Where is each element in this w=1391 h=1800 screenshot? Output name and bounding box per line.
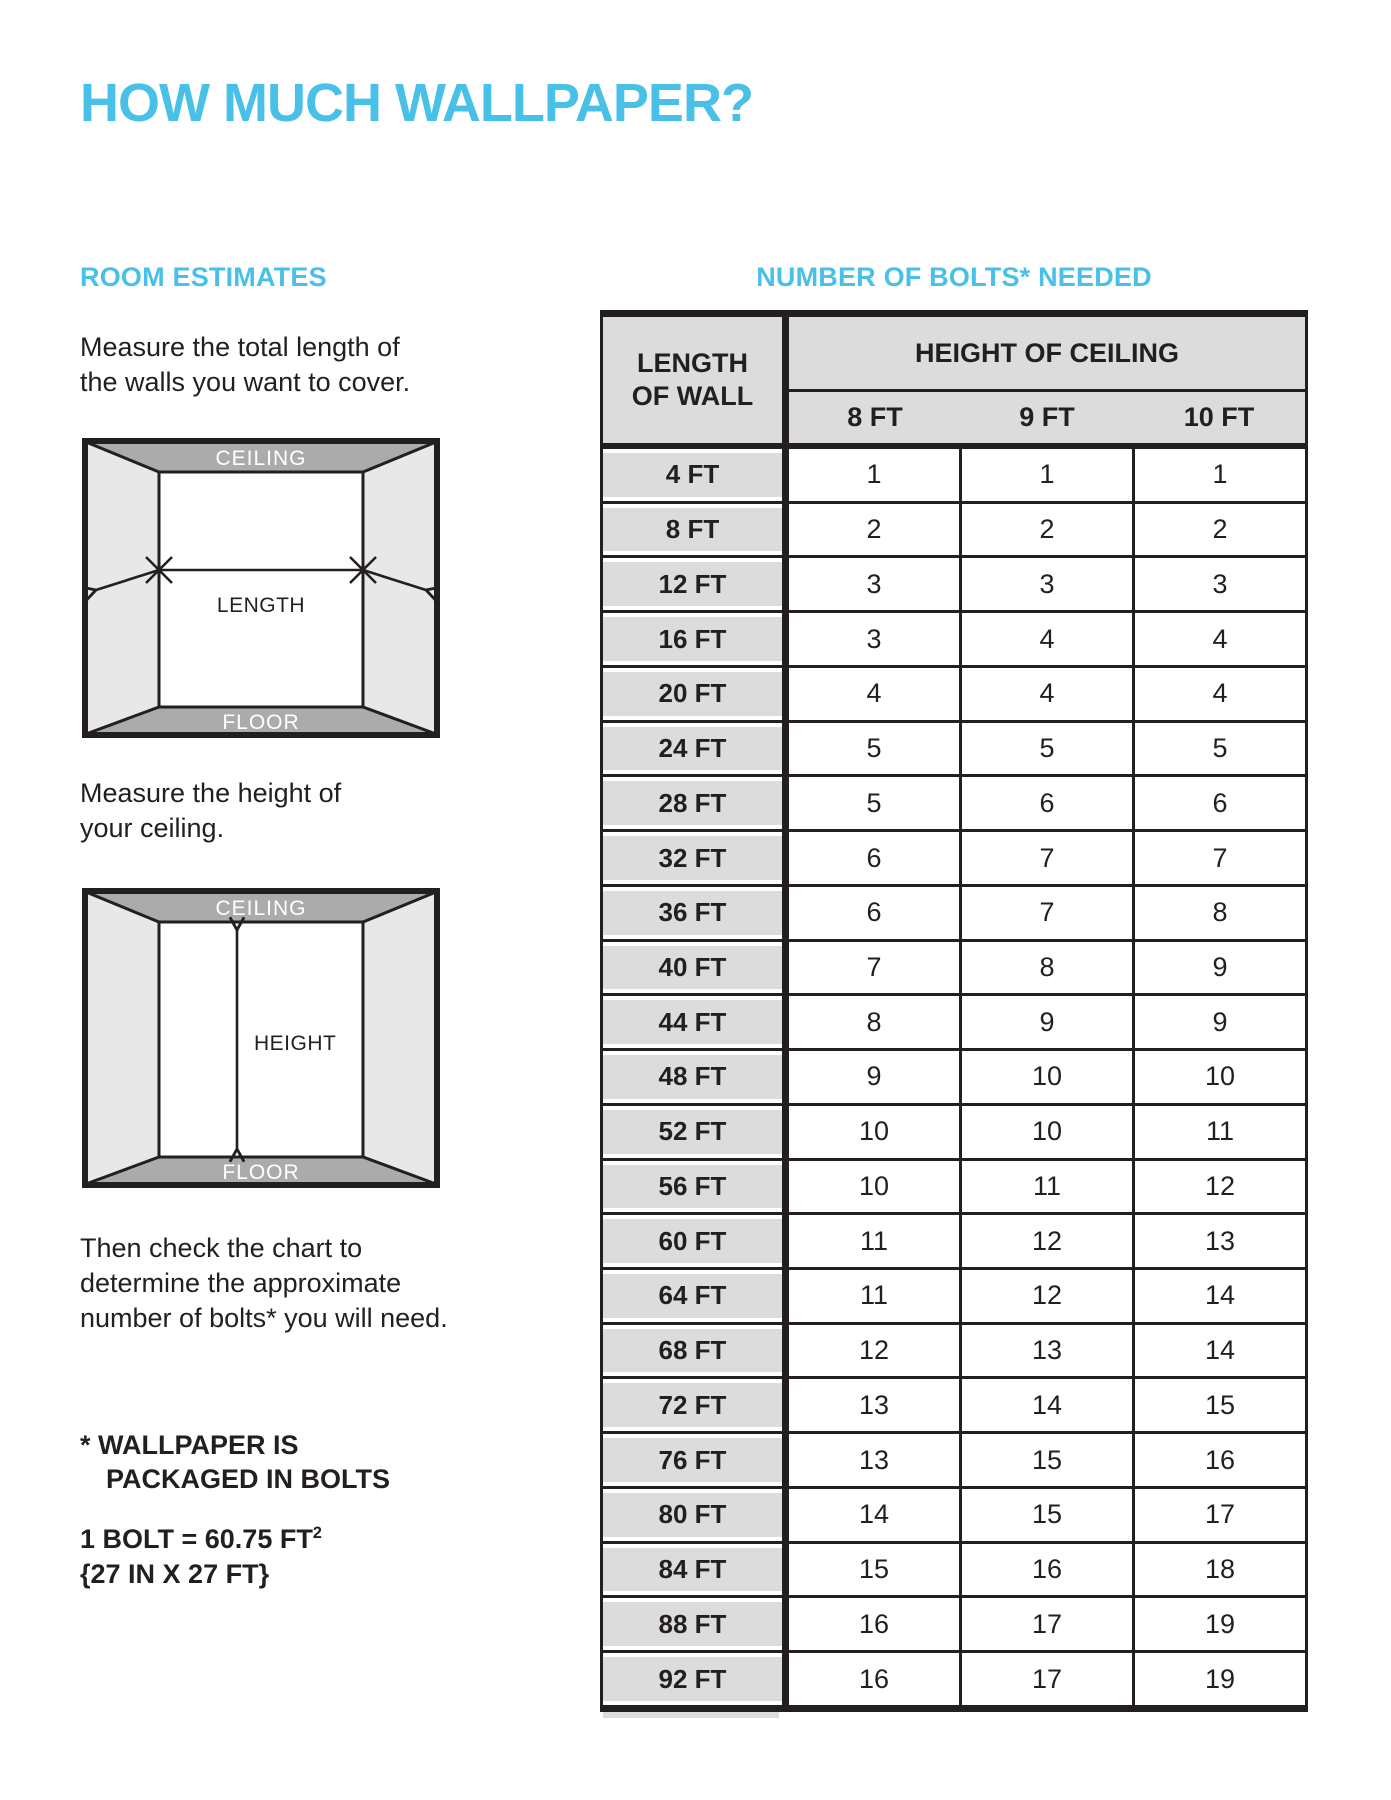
table-row	[603, 665, 1305, 720]
bolt-count-cell: 12	[789, 1325, 962, 1377]
bolt-count-cell: 4	[1212, 623, 1228, 654]
length-label: LENGTH	[216, 594, 306, 617]
wall-length-label: 80 FT	[603, 1489, 789, 1541]
bolt-count-cell: 9	[962, 996, 1135, 1048]
wall-length-label: 56 FT	[603, 1161, 789, 1213]
instruction-line: number of bolts* you will need.	[80, 1303, 448, 1333]
back-wall	[159, 472, 363, 707]
bolt-count-cell: 6	[789, 887, 962, 939]
table-row	[603, 1376, 1305, 1431]
bolt-count-cell: 5	[1212, 733, 1228, 764]
subheader-9ft: 9 FT	[1019, 402, 1075, 432]
bolt-count-cell: 16	[789, 1653, 962, 1705]
bolt-count-cell: 9	[1212, 951, 1228, 982]
bolt-definition	[80, 1516, 322, 1592]
bolt-count-cell: 15	[962, 1434, 1135, 1486]
bolt-count-cell: 15	[962, 1489, 1135, 1541]
bolt-count-cell: 1	[789, 449, 962, 501]
bolt-count-cell: 8	[1212, 897, 1228, 928]
bolt-count-cell: 15	[789, 1544, 962, 1596]
subheader-8ft: 8 FT	[847, 402, 903, 432]
bolt-count-cell: 6	[789, 832, 962, 884]
bolt-count-cell: 2	[1212, 514, 1228, 545]
bolt-count-cell: 3	[1212, 568, 1228, 599]
instruction-line: Measure the height of	[80, 778, 342, 808]
bolt-count-cell: 6	[1212, 787, 1228, 818]
bolt-count-cell: 19	[1204, 1663, 1236, 1694]
table-header	[603, 317, 1305, 449]
height-label: HEIGHT	[254, 1032, 337, 1055]
bolt-count-cell: 8	[962, 942, 1135, 994]
bolt-count-cell: 14	[1204, 1335, 1236, 1366]
bolt-count-cell: 10	[789, 1161, 962, 1213]
table-row	[603, 449, 1305, 501]
table-row	[603, 1322, 1305, 1377]
wall-length-label: 44 FT	[603, 996, 789, 1048]
bolt-count-cell: 12	[962, 1270, 1135, 1322]
bolt-count-cell: 9	[1212, 1006, 1228, 1037]
table-row	[603, 774, 1305, 829]
table-row	[603, 1595, 1305, 1650]
wall-length-label: 8 FT	[603, 504, 789, 556]
wall-length-label: 76 FT	[603, 1434, 789, 1486]
instruction-line: determine the approximate	[80, 1268, 402, 1298]
table-row	[603, 610, 1305, 665]
bolt-count-cell: 3	[789, 613, 962, 665]
measure-length-instruction	[80, 330, 410, 400]
bolt-count-cell: 3	[962, 558, 1135, 610]
wallpaper-footnote	[80, 1428, 390, 1496]
bolt-count-cell: 12	[962, 1215, 1135, 1267]
bolt-count-cell: 10	[789, 1106, 962, 1158]
bolt-count-cell: 17	[962, 1653, 1135, 1705]
bolt-count-cell: 3	[789, 558, 962, 610]
header-line: OF WALL	[631, 381, 754, 411]
table-row	[603, 555, 1305, 610]
floor-label: FLOOR	[222, 1161, 300, 1184]
table-row	[603, 1541, 1305, 1596]
table-row	[603, 1048, 1305, 1103]
bolt-count-cell: 7	[1212, 842, 1228, 873]
subheader-10ft: 10 FT	[1183, 402, 1255, 432]
bolt-count-cell: 14	[1204, 1280, 1236, 1311]
check-chart-instruction	[80, 1231, 448, 1336]
table-row	[603, 1103, 1305, 1158]
bolt-count-cell: 13	[1204, 1225, 1236, 1256]
table-row	[603, 939, 1305, 994]
bolt-count-cell: 1	[962, 449, 1135, 501]
bolt-count-cell: 13	[789, 1379, 962, 1431]
bolt-count-cell: 17	[1204, 1499, 1236, 1530]
table-row	[603, 829, 1305, 884]
bolt-count-cell: 5	[962, 723, 1135, 775]
wall-length-label: 52 FT	[603, 1106, 789, 1158]
table-rows	[603, 449, 1305, 1705]
bolt-count-cell: 15	[1204, 1389, 1236, 1420]
wall-length-label: 36 FT	[603, 887, 789, 939]
bolt-count-cell: 11	[962, 1161, 1135, 1213]
footnote-line: PACKAGED IN BOLTS	[106, 1464, 391, 1494]
table-row	[603, 720, 1305, 775]
bolt-count-cell: 13	[962, 1325, 1135, 1377]
bolt-count-cell: 7	[962, 887, 1135, 939]
bolt-count-cell: 7	[962, 832, 1135, 884]
wall-length-label: 68 FT	[603, 1325, 789, 1377]
header-line: LENGTH	[637, 348, 748, 378]
bolt-count-cell: 11	[789, 1215, 962, 1267]
ceiling-height-subheaders	[789, 392, 1305, 443]
bolt-count-cell: 11	[1205, 1116, 1235, 1147]
bolt-count-cell: 18	[1204, 1554, 1236, 1585]
bolts-table	[600, 310, 1308, 1712]
table-row	[603, 1158, 1305, 1213]
wall-length-label: 28 FT	[603, 777, 789, 829]
bolt-count-cell: 2	[962, 504, 1135, 556]
table-row	[603, 1431, 1305, 1486]
instruction-line: your ceiling.	[80, 813, 225, 843]
bolt-count-cell: 4	[962, 668, 1135, 720]
bolt-count-cell: 4	[789, 668, 962, 720]
wall-length-label: 48 FT	[603, 1051, 789, 1103]
wall-length-label: 88 FT	[603, 1598, 789, 1650]
table-row	[603, 1486, 1305, 1541]
bolt-count-cell: 4	[962, 613, 1135, 665]
instruction-line: Measure the total length of	[80, 332, 400, 362]
length-of-wall-header	[603, 317, 789, 443]
table-row	[603, 884, 1305, 939]
bolt-dimensions: {27 IN X 27 FT}	[80, 1559, 270, 1589]
floor-label: FLOOR	[222, 711, 300, 734]
wall-length-label: 64 FT	[603, 1270, 789, 1322]
page-title: HOW MUCH WALLPAPER?	[80, 73, 753, 133]
bolt-count-cell: 10	[1204, 1061, 1236, 1092]
bolt-count-cell: 12	[1204, 1170, 1236, 1201]
wall-length-label: 16 FT	[603, 613, 789, 665]
table-row	[603, 1212, 1305, 1267]
squared-superscript: 2	[312, 1524, 322, 1542]
bolt-count-cell: 9	[789, 1051, 962, 1103]
wall-length-label: 32 FT	[603, 832, 789, 884]
wall-length-label: 84 FT	[603, 1544, 789, 1596]
table-row	[603, 1650, 1305, 1705]
table-row	[603, 1267, 1305, 1322]
bolts-needed-heading: NUMBER OF BOLTS* NEEDED	[756, 262, 1152, 292]
room-height-diagram	[82, 888, 440, 1188]
bolt-count-cell: 16	[789, 1598, 962, 1650]
bolt-count-cell: 11	[789, 1270, 962, 1322]
bolt-count-cell: 10	[962, 1106, 1135, 1158]
ceiling-label: CEILING	[215, 447, 307, 470]
bolt-count-cell: 19	[1204, 1608, 1236, 1639]
bolt-count-cell: 10	[962, 1051, 1135, 1103]
room-estimates-heading: ROOM ESTIMATES	[80, 262, 327, 292]
ceiling-label: CEILING	[215, 897, 307, 920]
bolt-equation: 1 BOLT = 60.75 $FT^2$	[80, 1524, 322, 1554]
bolt-count-cell: 1	[1212, 459, 1228, 490]
table-row	[603, 501, 1305, 556]
wall-length-label: 4 FT	[603, 449, 789, 501]
wall-length-label: 40 FT	[603, 942, 789, 994]
bolt-count-cell: 5	[789, 777, 962, 829]
bolt-count-cell: 16	[962, 1544, 1135, 1596]
bolt-count-cell: 14	[962, 1379, 1135, 1431]
wall-length-label: 12 FT	[603, 558, 789, 610]
wall-length-label: 60 FT	[603, 1215, 789, 1267]
bolt-count-cell: 4	[1212, 678, 1228, 709]
ceiling-header-group	[789, 317, 1305, 443]
wall-length-label: 20 FT	[603, 668, 789, 720]
bolt-count-cell: 8	[789, 996, 962, 1048]
bolt-count-cell: 6	[962, 777, 1135, 829]
footnote-line: * WALLPAPER IS	[80, 1430, 299, 1460]
table-row	[603, 993, 1305, 1048]
bolt-count-cell: 2	[789, 504, 962, 556]
bolt-count-cell: 17	[962, 1598, 1135, 1650]
instruction-line: the walls you want to cover.	[80, 367, 411, 397]
instruction-line: Then check the chart to	[80, 1233, 363, 1263]
table-footer-strip	[603, 1712, 779, 1718]
bolt-count-cell: 13	[789, 1434, 962, 1486]
wall-length-label: 92 FT	[603, 1653, 789, 1705]
room-length-diagram	[82, 438, 440, 738]
bolt-count-cell: 5	[789, 723, 962, 775]
wall-length-label: 24 FT	[603, 723, 789, 775]
wall-length-label: 72 FT	[603, 1379, 789, 1431]
measure-height-instruction	[80, 776, 341, 846]
bolt-count-cell: 7	[789, 942, 962, 994]
height-of-ceiling-header: HEIGHT OF CEILING	[789, 317, 1305, 392]
bolt-count-cell: 14	[789, 1489, 962, 1541]
bolt-count-cell: 16	[1204, 1444, 1236, 1475]
